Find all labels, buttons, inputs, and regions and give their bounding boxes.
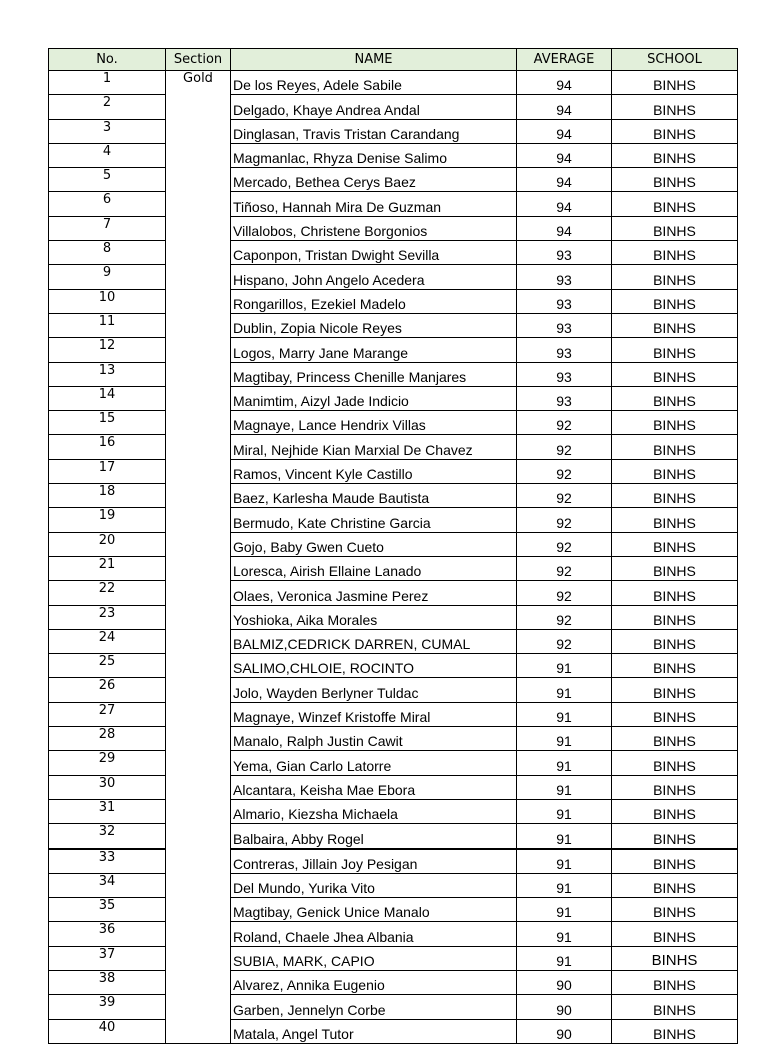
table-row [49,678,738,702]
student-school: BINHS [612,727,738,751]
student-name: Yema, Gian Carlo Latorre [231,751,517,775]
student-name: Bermudo, Kate Christine Garcia [231,508,517,532]
student-average: 92 [517,435,612,459]
student-average: 90 [517,1019,612,1043]
row-number: 10 [49,289,166,313]
student-school: BINHS [612,265,738,289]
row-number: 2 [49,95,166,119]
row-number: 19 [49,508,166,532]
student-name: Yoshioka, Aika Morales [231,605,517,629]
student-school: BINHS [612,71,738,95]
row-number: 40 [49,1019,166,1043]
row-number: 22 [49,581,166,605]
student-school: BINHS [612,289,738,313]
student-school: BINHS [612,799,738,823]
student-average: 92 [517,581,612,605]
student-name: Matala, Angel Tutor [231,1019,517,1043]
table-row [49,1019,738,1043]
student-name: Del Mundo, Yurika Vito [231,873,517,897]
student-name: Magtibay, Princess Chenille Manjares [231,362,517,386]
student-name: SALIMO,CHLOIE, ROCINTO [231,654,517,678]
student-average: 91 [517,873,612,897]
student-average: 94 [517,119,612,143]
header-average: AVERAGE [517,49,612,71]
table-row [49,849,738,874]
row-number: 4 [49,143,166,167]
student-name: Tiñoso, Hannah Mira De Guzman [231,192,517,216]
student-average: 94 [517,143,612,167]
table-row [49,799,738,823]
table-row [49,654,738,678]
student-average: 92 [517,605,612,629]
student-school: BINHS [612,824,738,849]
student-school: BINHS [612,751,738,775]
student-average: 91 [517,775,612,799]
section-cell: Gold [166,71,231,1044]
student-name: Dinglasan, Travis Tristan Carandang [231,119,517,143]
student-school: BINHS [612,459,738,483]
student-average: 93 [517,386,612,410]
student-school: BINHS [612,119,738,143]
student-name: Manimtim, Aizyl Jade Indicio [231,386,517,410]
student-average: 90 [517,970,612,994]
student-school: BINHS [612,484,738,508]
table-row [49,168,738,192]
row-number: 17 [49,459,166,483]
student-school: BINHS [612,922,738,946]
student-name: Magnaye, Lance Hendrix Villas [231,411,517,435]
student-average: 94 [517,71,612,95]
header-school: SCHOOL [612,49,738,71]
table-row [49,484,738,508]
table-row [49,71,738,95]
row-number: 25 [49,654,166,678]
table-row [49,313,738,337]
student-average: 93 [517,362,612,386]
student-name: Magtibay, Genick Unice Manalo [231,898,517,922]
table-row [49,119,738,143]
table-body [49,71,738,1044]
student-school: BINHS [612,849,738,874]
table-row [49,751,738,775]
table-row [49,338,738,362]
student-average: 91 [517,678,612,702]
student-school: BINHS [612,532,738,556]
student-school: BINHS [612,95,738,119]
student-name: Olaes, Veronica Jasmine Perez [231,581,517,605]
student-name: Almario, Kiezsha Michaela [231,799,517,823]
student-school: BINHS [612,168,738,192]
header-no: No. [49,49,166,71]
header-row [49,49,738,71]
row-number: 14 [49,386,166,410]
student-name: Villalobos, Christene Borgonios [231,216,517,240]
student-name: Garben, Jennelyn Corbe [231,995,517,1019]
student-average: 94 [517,95,612,119]
student-average: 92 [517,459,612,483]
row-number: 34 [49,873,166,897]
student-school: BINHS [612,995,738,1019]
row-number: 20 [49,532,166,556]
row-number: 35 [49,898,166,922]
student-school: BINHS [612,654,738,678]
student-name: Contreras, Jillain Joy Pesigan [231,849,517,874]
table-header [49,49,738,71]
row-number: 30 [49,775,166,799]
student-average: 93 [517,338,612,362]
student-school: BINHS [612,702,738,726]
student-name: Dublin, Zopia Nicole Reyes [231,313,517,337]
student-name: Caponpon, Tristan Dwight Sevilla [231,241,517,265]
student-name: Mercado, Bethea Cerys Baez [231,168,517,192]
row-number: 13 [49,362,166,386]
student-school: BINHS [612,411,738,435]
table-row [49,95,738,119]
student-school: BINHS [612,946,738,970]
student-school: BINHS [612,605,738,629]
student-average: 91 [517,727,612,751]
table-row [49,775,738,799]
row-number: 37 [49,946,166,970]
student-school: BINHS [612,216,738,240]
student-name: Rongarillos, Ezekiel Madelo [231,289,517,313]
student-school: BINHS [612,581,738,605]
student-school: BINHS [612,362,738,386]
student-average: 94 [517,192,612,216]
student-school: BINHS [612,313,738,337]
student-average: 91 [517,824,612,849]
student-average: 92 [517,508,612,532]
student-average: 91 [517,751,612,775]
student-name: Loresca, Airish Ellaine Lanado [231,556,517,580]
table-row [49,216,738,240]
table-row [49,556,738,580]
student-name: Balbaira, Abby Rogel [231,824,517,849]
student-name: Ramos, Vincent Kyle Castillo [231,459,517,483]
row-number: 38 [49,970,166,994]
table-row [49,873,738,897]
table-row [49,362,738,386]
student-average: 93 [517,265,612,289]
student-average: 91 [517,654,612,678]
row-number: 18 [49,484,166,508]
table-row [49,970,738,994]
table-row [49,241,738,265]
row-number: 11 [49,313,166,337]
table-row [49,946,738,970]
row-number: 32 [49,824,166,849]
student-school: BINHS [612,143,738,167]
student-average: 91 [517,702,612,726]
student-school: BINHS [612,435,738,459]
student-average: 93 [517,289,612,313]
student-name: Manalo, Ralph Justin Cawit [231,727,517,751]
student-name: BALMIZ,CEDRICK DARREN, CUMAL [231,629,517,653]
row-number: 24 [49,629,166,653]
student-average: 94 [517,216,612,240]
student-school: BINHS [612,192,738,216]
row-number: 21 [49,556,166,580]
table-row [49,192,738,216]
row-number: 6 [49,192,166,216]
row-number: 15 [49,411,166,435]
row-number: 28 [49,727,166,751]
student-average: 91 [517,849,612,874]
row-number: 27 [49,702,166,726]
student-average: 90 [517,995,612,1019]
row-number: 23 [49,605,166,629]
student-name: Magnaye, Winzef Kristoffe Miral [231,702,517,726]
student-ranking-table [48,48,738,1044]
student-school: BINHS [612,873,738,897]
row-number: 31 [49,799,166,823]
table-row [49,265,738,289]
student-name: Gojo, Baby Gwen Cueto [231,532,517,556]
student-name: Alvarez, Annika Eugenio [231,970,517,994]
student-average: 93 [517,313,612,337]
student-school: BINHS [612,898,738,922]
table-row [49,435,738,459]
student-average: 92 [517,411,612,435]
student-average: 91 [517,946,612,970]
student-school: BINHS [612,775,738,799]
student-name: De los Reyes, Adele Sabile [231,71,517,95]
student-name: Magmanlac, Rhyza Denise Salimo [231,143,517,167]
student-school: BINHS [612,970,738,994]
table-row [49,922,738,946]
row-number: 9 [49,265,166,289]
table-row [49,727,738,751]
student-name: SUBIA, MARK, CAPIO [231,946,517,970]
student-school: BINHS [612,629,738,653]
table-row [49,508,738,532]
header-section: Section [166,49,231,71]
row-number: 39 [49,995,166,1019]
table-row [49,605,738,629]
student-school: BINHS [612,556,738,580]
student-name: Jolo, Wayden Berlyner Tuldac [231,678,517,702]
row-number: 36 [49,922,166,946]
table-row [49,898,738,922]
row-number: 5 [49,168,166,192]
row-number: 3 [49,119,166,143]
header-name: NAME [231,49,517,71]
student-average: 91 [517,799,612,823]
table-row [49,532,738,556]
table-row [49,386,738,410]
table-row [49,702,738,726]
student-school: BINHS [612,338,738,362]
row-number: 29 [49,751,166,775]
student-school: BINHS [612,241,738,265]
table-row [49,995,738,1019]
student-school: BINHS [612,386,738,410]
row-number: 7 [49,216,166,240]
student-school: BINHS [612,508,738,532]
student-average: 91 [517,922,612,946]
student-average: 92 [517,629,612,653]
row-number: 1 [49,71,166,95]
student-average: 94 [517,168,612,192]
table-row [49,289,738,313]
student-average: 92 [517,532,612,556]
row-number: 33 [49,849,166,874]
table-row [49,459,738,483]
student-average: 93 [517,241,612,265]
student-name: Roland, Chaele Jhea Albania [231,922,517,946]
row-number: 26 [49,678,166,702]
student-school: BINHS [612,1019,738,1043]
student-name: Alcantara, Keisha Mae Ebora [231,775,517,799]
row-number: 16 [49,435,166,459]
student-name: Baez, Karlesha Maude Bautista [231,484,517,508]
student-average: 91 [517,898,612,922]
student-name: Logos, Marry Jane Marange [231,338,517,362]
table-row [49,143,738,167]
row-number: 12 [49,338,166,362]
student-name: Delgado, Khaye Andrea Andal [231,95,517,119]
student-name: Hispano, John Angelo Acedera [231,265,517,289]
table-row [49,629,738,653]
row-number: 8 [49,241,166,265]
table-row [49,824,738,849]
table-row [49,411,738,435]
student-average: 92 [517,484,612,508]
student-name: Miral, Nejhide Kian Marxial De Chavez [231,435,517,459]
table-row [49,581,738,605]
student-average: 92 [517,556,612,580]
student-school: BINHS [612,678,738,702]
